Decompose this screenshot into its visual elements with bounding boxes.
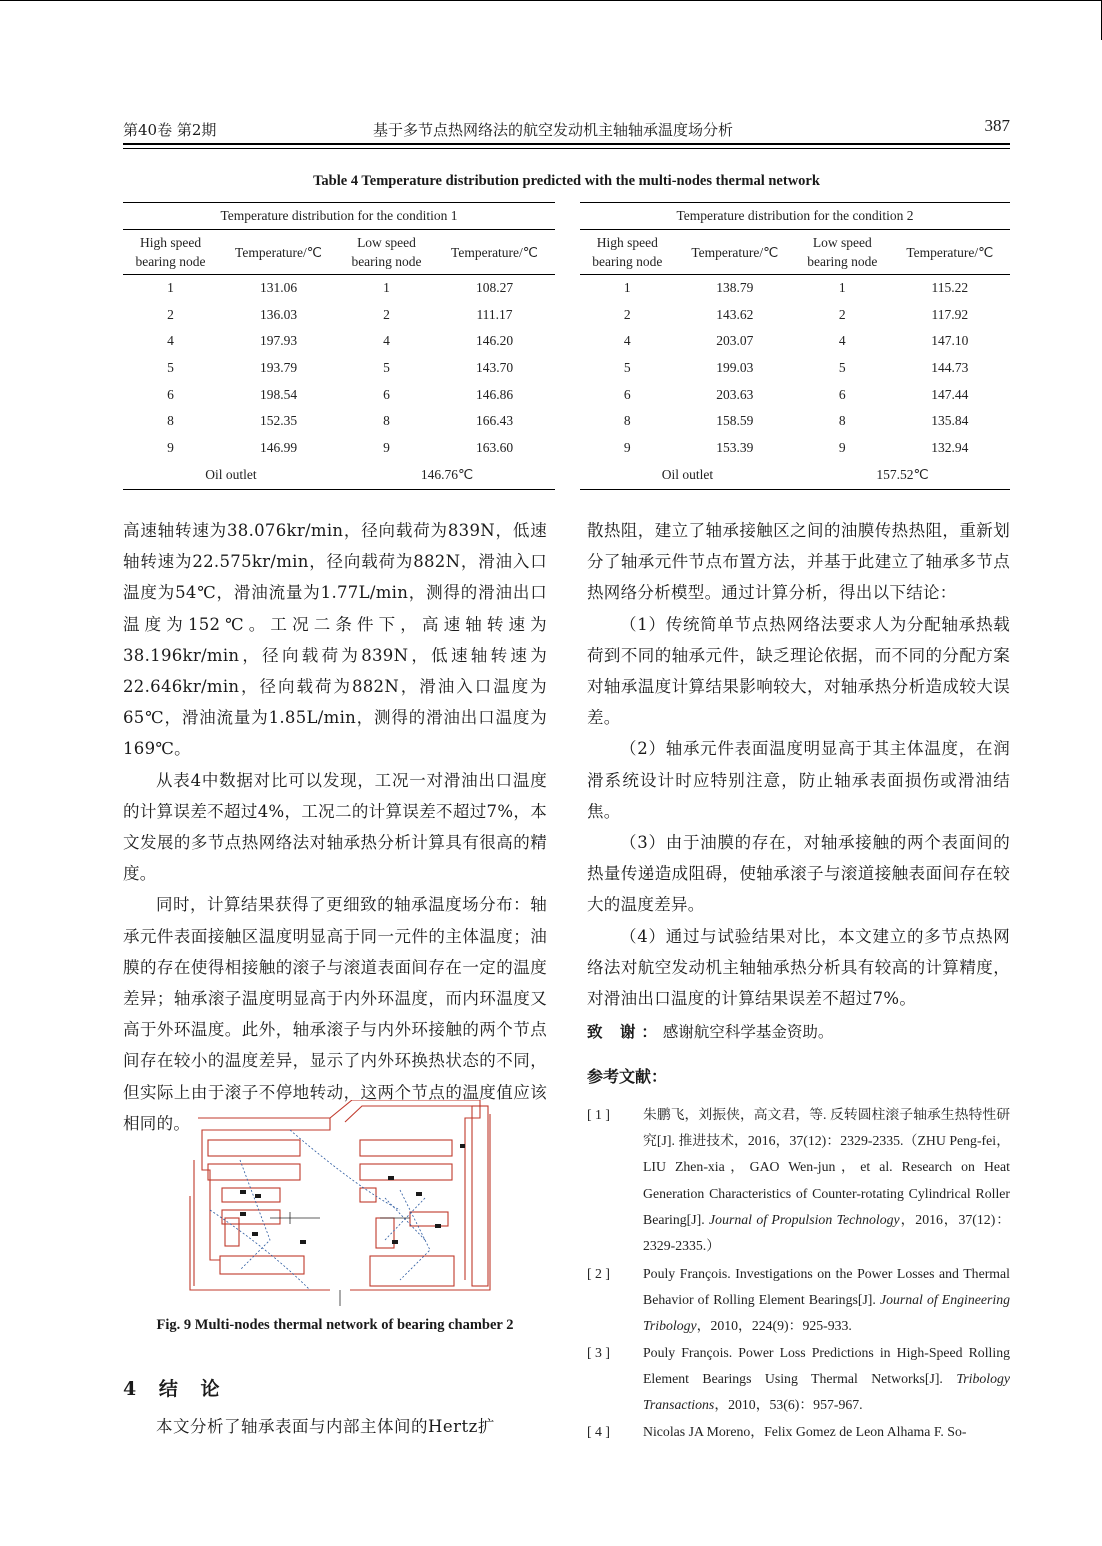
col-header-temperature: Temperature/℃ — [675, 230, 795, 275]
table-cell: 6 — [623, 386, 631, 402]
conclusion-item: （1）传统简单节点热网络法要求人为分配轴承热载荷到不同的轴承元件，缺乏理论依据，而不同的分配方案对轴承温度计算结果影响较大，对轴承热分析造成较大误差。 — [587, 614, 1010, 728]
table-row — [123, 408, 555, 435]
table-row — [580, 328, 1010, 355]
table-cell: 1 — [383, 280, 390, 296]
table-cell: 4 — [167, 333, 174, 349]
table-condition-2 — [580, 202, 1010, 490]
conclusion-item: （3）由于油膜的存在，对轴承接触的两个表面间的热量传递造成阻碍，使轴承滚子与滚道接触表面间存在较大的温度差异。 — [587, 833, 1010, 915]
table-cell: 132.94 — [931, 439, 969, 455]
reference-item: [ 2 ] Pouly François. Investigations on the Power Losses and Thermal Behavior of Rolling Element Bearings[J]. Journal of Engineering Tribology，2010，224(9)：925-933. — [587, 1266, 1010, 1334]
ack-label: 致 谢： — [587, 1023, 663, 1041]
col-header-temperature: Temperature/℃ — [434, 230, 555, 275]
paragraph: 本文分析了轴承表面与内部主体间的Hertz扩 — [156, 1417, 495, 1436]
table-cell: 2 — [623, 306, 631, 322]
table-cell: 5 — [383, 360, 390, 376]
table-cell: 117.92 — [931, 306, 969, 322]
section-heading: 4 结 论 — [123, 1378, 228, 1400]
table-cell: 9 — [383, 439, 390, 455]
table-cell: 135.84 — [931, 413, 969, 429]
col-header-temperature: Temperature/℃ — [218, 230, 339, 275]
table-group-title: Temperature distribution for the condition 1 — [123, 203, 555, 230]
table-group-title: Temperature distribution for the condition 2 — [580, 203, 1010, 230]
table-cell: 6 — [383, 386, 390, 402]
acknowledgement — [587, 1020, 1010, 1042]
oil-outlet-value: 157.52℃ — [795, 461, 1010, 490]
table-row — [123, 355, 555, 382]
table-cell: 9 — [838, 439, 846, 455]
table-cell: 147.10 — [931, 333, 969, 349]
table-caption: Table 4 Temperature distribution predicted with the multi-nodes thermal network — [313, 173, 820, 189]
table-cell: 8 — [167, 413, 174, 429]
col-header-low-speed-node: Low speed bearing node — [795, 230, 890, 275]
table-row — [580, 302, 1010, 329]
table-cell: 203.07 — [716, 333, 754, 349]
table-cell: 153.39 — [716, 439, 754, 455]
thermal-network-figure — [180, 1100, 500, 1308]
table-cell: 152.35 — [259, 413, 298, 429]
table-cell: 143.70 — [475, 360, 514, 376]
table-row — [123, 435, 555, 462]
table-row — [580, 381, 1010, 408]
paragraph: 高速轴转速为38.076kr/min，径向载荷为839N，低速轴转速为22.575kr/min，径向载荷为882N，滑油入口温度为54℃，滑油流量为1.77L/min，测得的滑油出口温度为152℃。工况二条件下，高速轴转速为38.196kr/min，径向载荷为839N，低速轴转速为22.646kr/min，径向载荷为882N，滑油入口温度为65℃，滑油流量为1.85L/min，测得的滑油出口温度为169℃。 — [123, 521, 547, 759]
table-cell: 1 — [167, 280, 174, 296]
table-cell: 193.79 — [259, 360, 298, 376]
table-cell: 144.73 — [931, 360, 969, 376]
oil-outlet-label: Oil outlet — [580, 461, 795, 490]
table-cell: 146.20 — [475, 333, 514, 349]
col-header-high-speed-node: High speed bearing node — [580, 230, 675, 275]
conclusion-item: （2）轴承元件表面温度明显高于其主体温度，在润滑系统设计时应特别注意，防止轴承表面损伤或滑油结焦。 — [587, 739, 1010, 821]
table-cell: 131.06 — [259, 280, 298, 296]
table-cell: 197.93 — [259, 333, 298, 349]
table-cell: 136.03 — [259, 306, 298, 322]
conclusion-item: （4）通过与试验结果对比，本文建立的多节点热网络法对航空发动机主轴轴承热分析具有较高的计算精度，对滑油出口温度的计算结果误差不超过7%。 — [587, 926, 1010, 1009]
table-cell: 5 — [623, 360, 631, 376]
table-cell: 166.43 — [475, 413, 514, 429]
table-cell: 2 — [383, 306, 390, 322]
table-cell: 147.44 — [931, 386, 969, 402]
table-cell: 5 — [167, 360, 174, 376]
table-cell: 143.62 — [716, 306, 754, 322]
table-cell: 4 — [623, 333, 631, 349]
table-cell: 6 — [838, 386, 846, 402]
table-cell: 108.27 — [475, 280, 514, 296]
table-cell: 146.86 — [475, 386, 514, 402]
reference-item: [ 4 ] Nicolas JA Moreno，Felix Gomez de Leon Alhama F. So- — [587, 1424, 967, 1439]
table-cell: 8 — [383, 413, 390, 429]
paragraph: 同时，计算结果获得了更细致的轴承温度场分布：轴承元件表面接触区温度明显高于同一元件的主体温度；油膜的存在使得相接触的滚子与滚道表面间存在一定的温度差异；轴承滚子温度明显高于内外环温度，而内环温度又高于外环温度。此外，轴承滚子与内外环接触的两个节点间存在较小的温度差异，显示了内外环换热状态的不同，但实际上由于滚子不停地转动，这两个节点的温度值应该相同的。 — [123, 895, 547, 1133]
page-number: 387 — [984, 116, 1010, 135]
col-header-temperature: Temperature/℃ — [890, 230, 1010, 275]
table-cell: 199.03 — [716, 360, 754, 376]
table-condition-1 — [123, 202, 555, 490]
left-column-text — [123, 515, 547, 1139]
table-row — [123, 328, 555, 355]
col-header-low-speed-node: Low speed bearing node — [339, 230, 434, 275]
table-cell: 9 — [623, 439, 631, 455]
table-row — [580, 355, 1010, 382]
paragraph: 从表4中数据对比可以发现，工况一对滑油出口温度的计算误差不超过4%，工况二的计算误差不超过7%，本文发展的多节点热网络法对轴承热分析计算具有很高的精度。 — [123, 770, 547, 884]
running-header — [123, 116, 1010, 142]
table-cell: 158.59 — [716, 413, 754, 429]
table-cell: 1 — [623, 280, 631, 296]
table-cell: 6 — [167, 386, 174, 402]
reference-item: [ 1 ] 朱鹏飞，刘振侠，高文君，等. 反转圆柱滚子轴承生热特性研究[J]. 推进技术，2016，37(12)：2329-2335.（ZHU Peng-fei，LIU Zhen-xia，GAO Wen-jun，et al. Research on Heat Generation Characteristics of Counter-rotating Cylindrical Roller Bearing[J]. Journal of Propulsion Technology，2016，37(12)：2329-2335.） — [587, 1107, 1010, 1254]
table-cell: 2 — [167, 306, 174, 322]
oil-outlet-value: 146.76℃ — [339, 461, 555, 490]
table-cell: 4 — [383, 333, 390, 349]
references-title: 参考文献： — [587, 1067, 668, 1086]
col-header-high-speed-node: High speed bearing node — [123, 230, 218, 275]
figure-caption: Fig. 9 Multi-nodes thermal network of bearing chamber 2 — [156, 1317, 514, 1333]
table-cell: 111.17 — [476, 306, 513, 322]
table-cell: 138.79 — [716, 280, 754, 296]
table-row — [580, 435, 1010, 462]
page-corner-mark-top — [0, 0, 1102, 1]
table-cell: 198.54 — [259, 386, 298, 402]
table-row — [580, 275, 1010, 302]
table-cell: 8 — [623, 413, 631, 429]
paragraph: 散热阻，建立了轴承接触区之间的油膜传热热阻，重新划分了轴承元件节点布置方法，并基于此建立了轴承多节点热网络分析模型。通过计算分析，得出以下结论： — [587, 521, 1010, 603]
table-cell: 146.99 — [259, 439, 298, 455]
table-row — [123, 275, 555, 302]
table-row — [580, 408, 1010, 435]
running-title: 基于多节点热网络法的航空发动机主轴轴承温度场分析 — [373, 121, 734, 139]
reference-item: [ 3 ] Pouly François. Power Loss Predictions in High-Speed Rolling Element Bearings Using Thermal Networks[J]. Tribology Transactions，2010，53(6)：957-967. — [587, 1345, 1010, 1413]
ack-text: 感谢航空科学基金资助。 — [662, 1023, 834, 1041]
table-cell: 163.60 — [475, 439, 514, 455]
table-cell: 4 — [838, 333, 846, 349]
header-rule-thin — [123, 148, 1010, 149]
table-cell: 5 — [838, 360, 846, 376]
volume-issue: 第40卷 第2期 — [123, 121, 217, 139]
table-row — [123, 302, 555, 329]
right-column-text — [587, 515, 1010, 1014]
table-cell: 203.63 — [716, 386, 754, 402]
table-cell: 1 — [838, 280, 846, 296]
table-row — [123, 381, 555, 408]
oil-outlet-label: Oil outlet — [123, 461, 339, 490]
table-cell: 115.22 — [931, 280, 969, 296]
table-cell: 2 — [838, 306, 846, 322]
header-rule-thick — [123, 143, 1010, 145]
table-cell: 9 — [167, 439, 174, 455]
table-cell: 8 — [838, 413, 846, 429]
